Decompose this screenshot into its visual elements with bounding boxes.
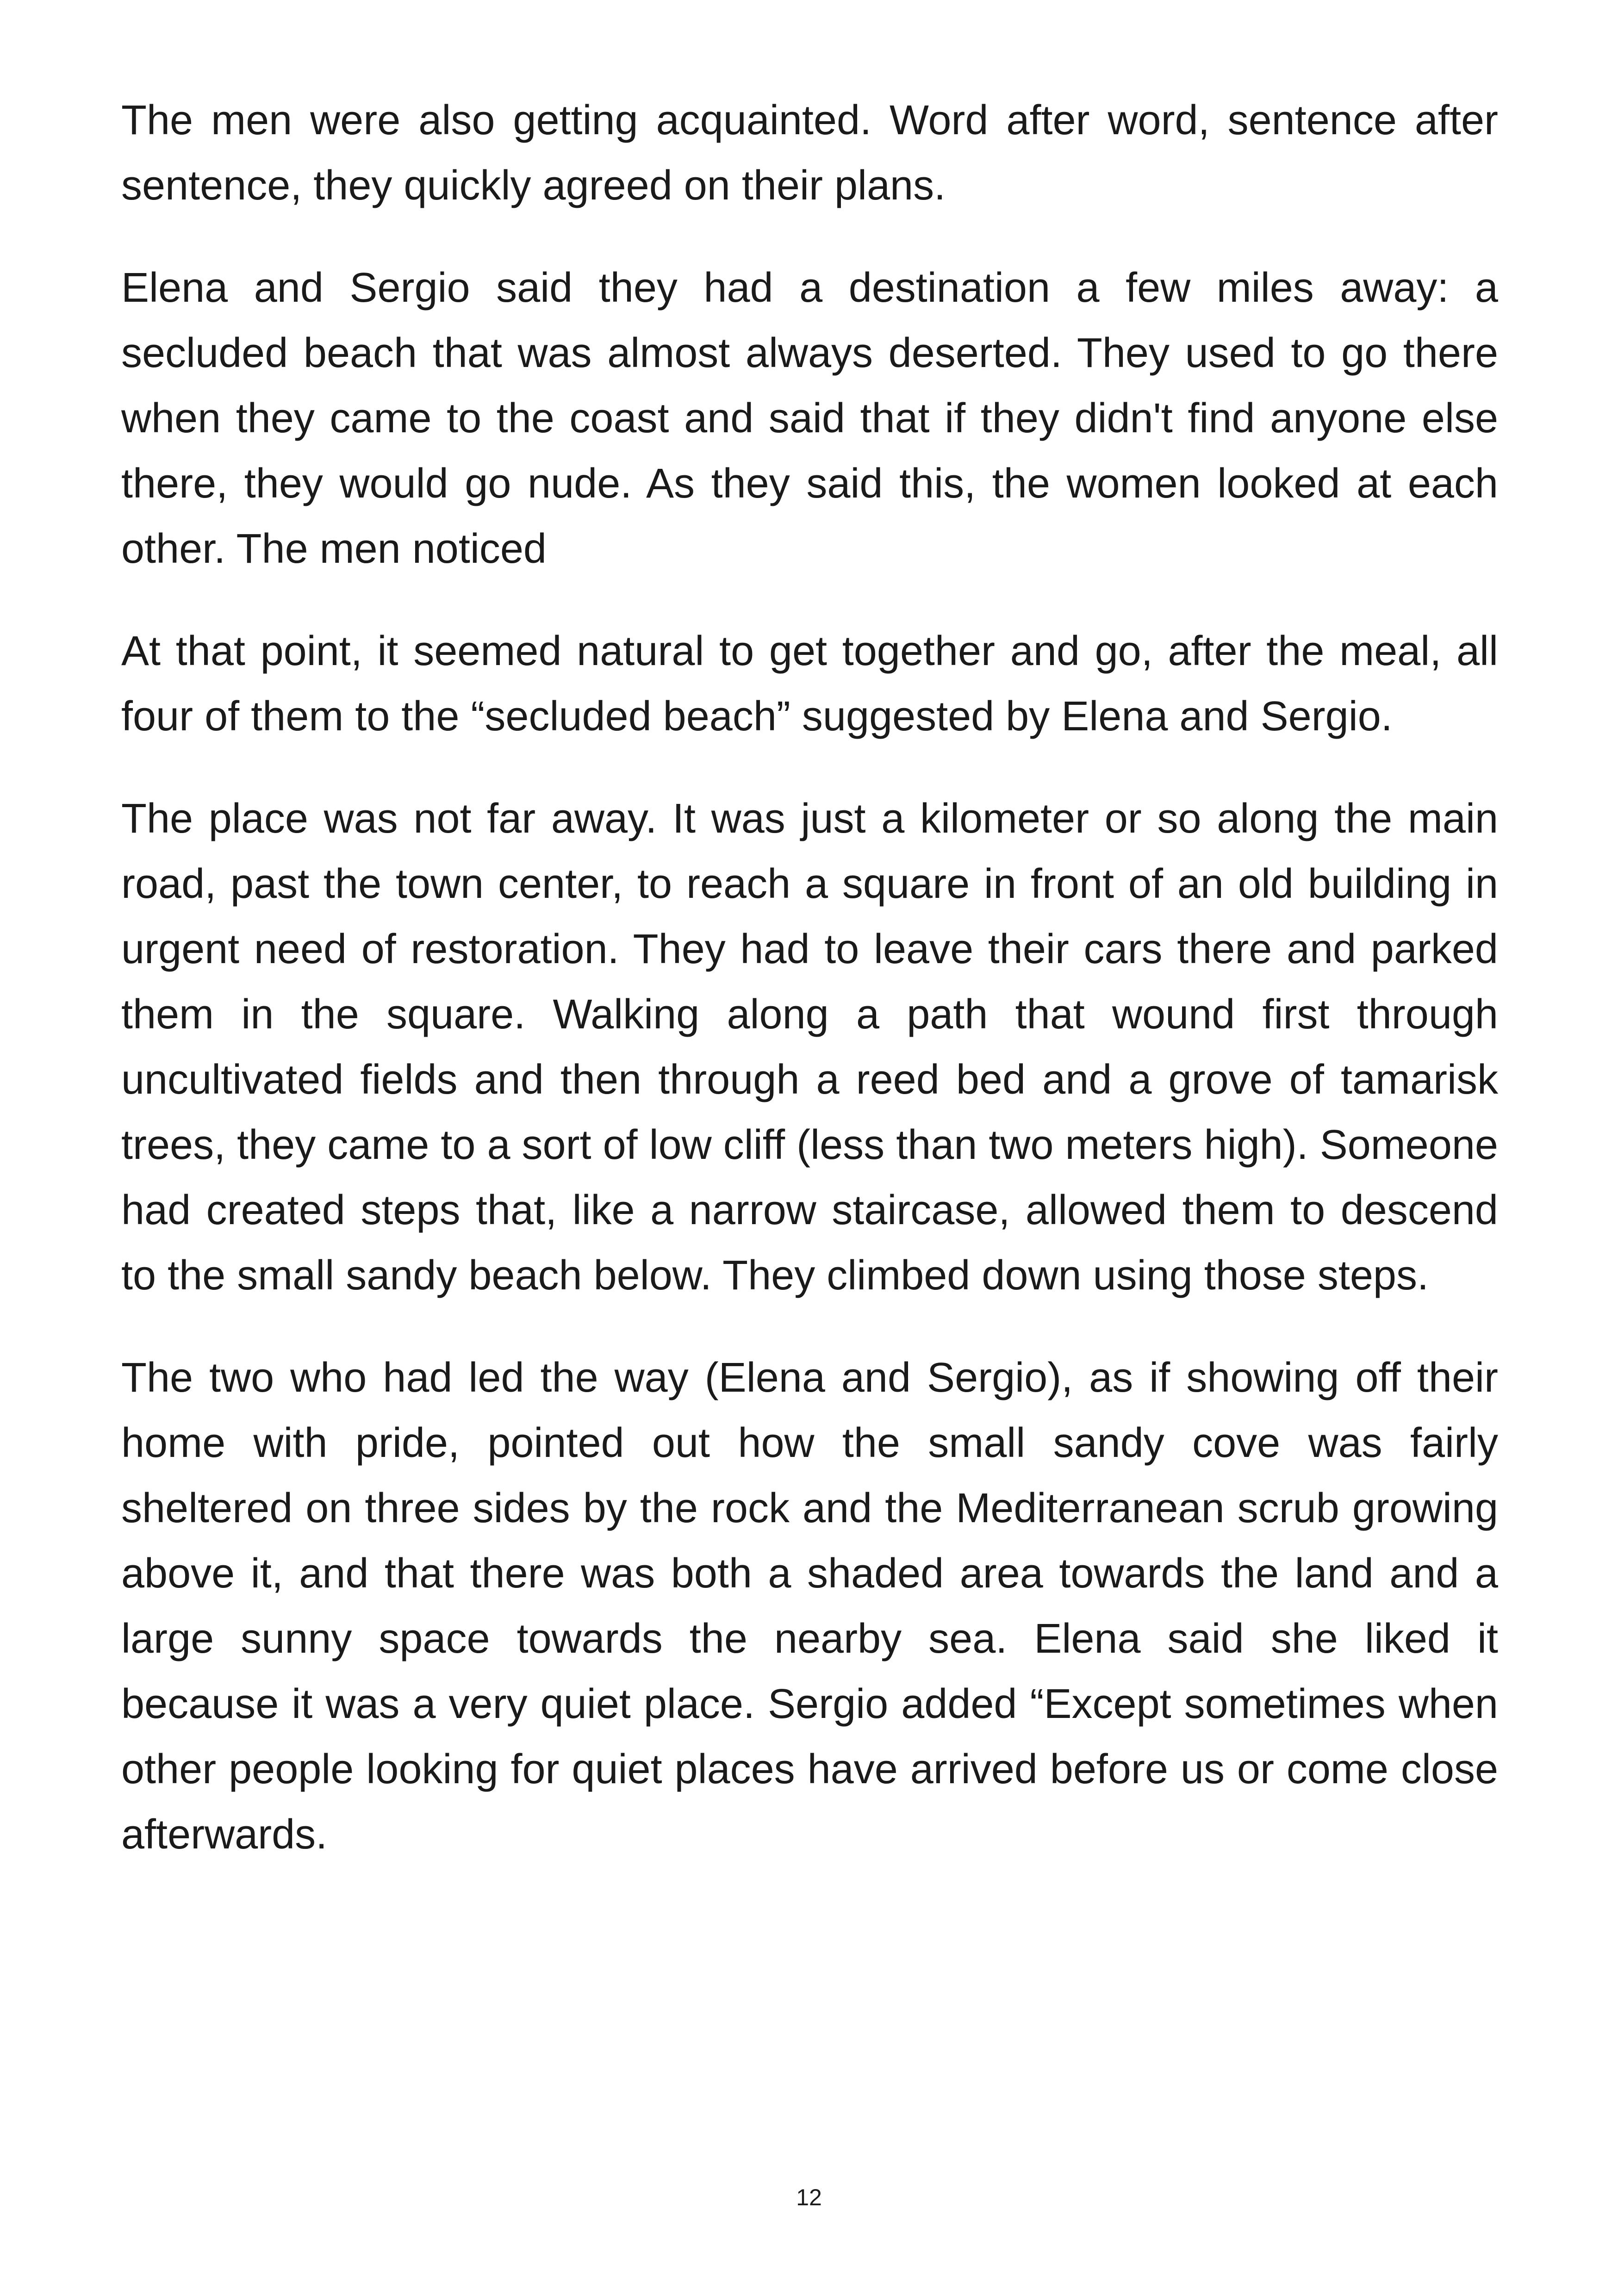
paragraph-4: The place was not far away. It was just a kilometer or so along the main road, past the town center, to reach a square in front of an old building in urgent need of restoration. They had to leave their cars there and parked them in the square. Walking along a path that wound first through uncultivated fields and then through a reed bed and a grove of tamarisk trees, they came to a sort of low cliff (less than two meters high). Someone had created steps that, like a narrow staircase, allowed them to descend to the small sandy beach below. They climbed down using those steps. <box>121 796 1498 1299</box>
paragraph-2: Elena and Sergio said they had a destination a few miles away: a secluded beach that was almost always deserted. They used to go there when they came to the coast and said that if they didn't find anyone else there, they would go nude. As they said this, the women looked at each other. The men noticed <box>121 265 1498 572</box>
paragraph-1: The men were also getting acquainted. Word after word, sentence after sentence, they quickly agreed on their plans. <box>121 97 1498 209</box>
paragraph-3: At that point, it seemed natural to get together and go, after the meal, all four of them to the “secluded beach” suggested by Elena and Sergio. <box>121 628 1498 740</box>
paragraph-5: The two who had led the way (Elena and Sergio), as if showing off their home with pride, pointed out how the small sandy cove was fairly sheltered on three sides by the rock and the Mediterranean scrub growing above it, and that there was both a shaded area towards the land and a large sunny space towards the nearby sea. Elena said she liked it because it was a very quiet place. Sergio added “Except sometimes when other people looking for quiet places have arrived before us or come close afterwards. <box>121 1355 1498 1858</box>
body-text <box>121 88 1498 1904</box>
page-number: 12 <box>796 2184 822 2210</box>
